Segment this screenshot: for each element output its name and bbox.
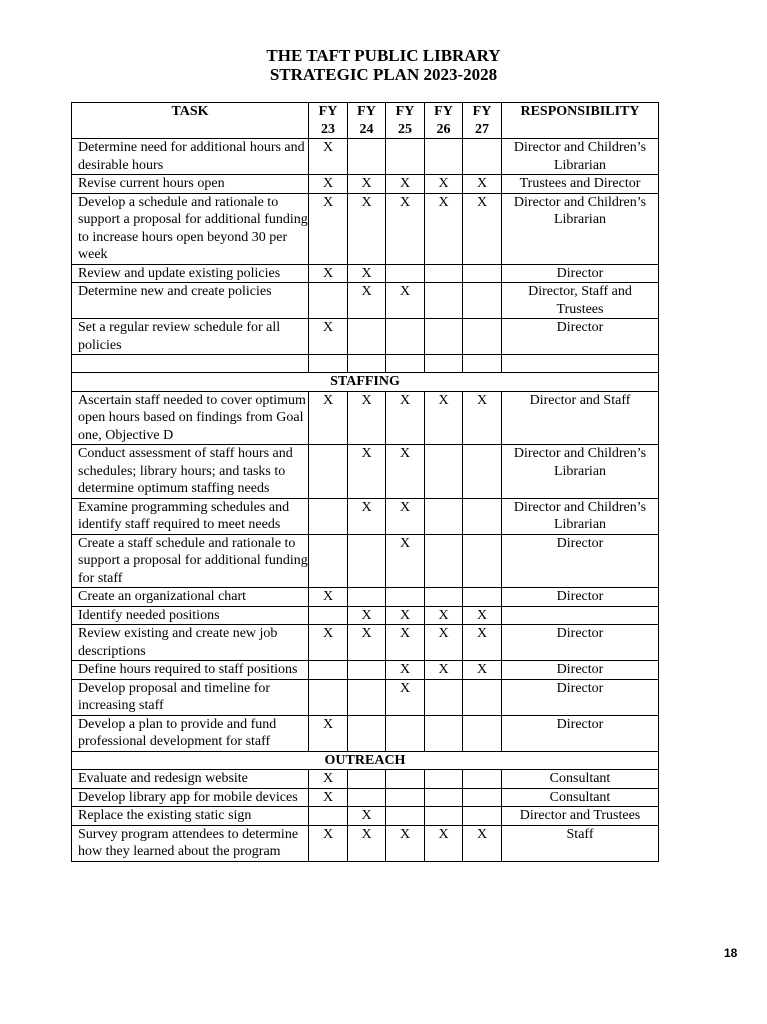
blank-cell (502, 355, 659, 373)
fy-mark-cell: X (386, 534, 425, 588)
fy-mark-cell (386, 770, 425, 789)
table-row (72, 661, 659, 680)
responsibility-cell: Director and Children’s Librarian (502, 139, 659, 175)
fy-mark-cell (348, 770, 386, 789)
fy-mark-cell: X (386, 283, 425, 319)
fy-mark-cell (348, 715, 386, 751)
fy-mark-cell (348, 679, 386, 715)
table-row (72, 498, 659, 534)
fy-mark-cell (386, 588, 425, 607)
responsibility-cell: Staff (502, 825, 659, 861)
fy-mark-cell: X (386, 391, 425, 445)
fy-mark-cell: X (309, 770, 348, 789)
fy-mark-cell: X (463, 175, 502, 194)
fy-mark-cell: X (309, 264, 348, 283)
header-fy25: FY 25 (386, 103, 425, 139)
fy-mark-cell (463, 319, 502, 355)
fy-mark-cell: X (386, 606, 425, 625)
task-cell: Create a staff schedule and rationale to support a proposal for additional funding for staff (72, 534, 309, 588)
fy-mark-cell (425, 139, 463, 175)
task-cell: Identify needed positions (72, 606, 309, 625)
fy-mark-cell (309, 679, 348, 715)
fy-mark-cell: X (348, 498, 386, 534)
task-cell: Survey program attendees to determine how they learned about the program (72, 825, 309, 861)
fy-mark-cell: X (463, 625, 502, 661)
fy-mark-cell: X (348, 807, 386, 826)
table-row (72, 625, 659, 661)
fy-mark-cell: X (309, 825, 348, 861)
fy-mark-cell (425, 319, 463, 355)
fy-mark-cell (463, 264, 502, 283)
fy-mark-cell (463, 498, 502, 534)
fy-mark-cell (386, 788, 425, 807)
title-line-1: THE TAFT PUBLIC LIBRARY (266, 46, 501, 65)
blank-cell (463, 355, 502, 373)
fy-mark-cell (425, 715, 463, 751)
fy-mark-cell: X (425, 391, 463, 445)
task-cell: Define hours required to staff positions (72, 661, 309, 680)
fy-mark-cell (425, 264, 463, 283)
fy-mark-cell (386, 715, 425, 751)
fy-mark-cell: X (309, 788, 348, 807)
task-cell: Develop a plan to provide and fund professional development for staff (72, 715, 309, 751)
responsibility-cell: Director (502, 661, 659, 680)
fy-mark-cell: X (309, 139, 348, 175)
fy-mark-cell: X (309, 715, 348, 751)
fy-mark-cell: X (309, 588, 348, 607)
fy-mark-cell (425, 679, 463, 715)
fy-mark-cell: X (425, 606, 463, 625)
fy-mark-cell: X (348, 391, 386, 445)
table-header-row (72, 103, 659, 139)
table-row (72, 807, 659, 826)
responsibility-cell: Director (502, 625, 659, 661)
table-row (72, 606, 659, 625)
fy-mark-cell (425, 588, 463, 607)
table-row (72, 788, 659, 807)
blank-row (72, 355, 659, 373)
fy-mark-cell (386, 319, 425, 355)
section-header-row (72, 373, 659, 392)
task-cell: Conduct assessment of staff hours and schedules; library hours; and tasks to determine optimum staffing needs (72, 445, 309, 499)
fy-mark-cell: X (309, 175, 348, 194)
task-cell: Ascertain staff needed to cover optimum open hours based on findings from Goal one, Objective D (72, 391, 309, 445)
task-cell: Develop proposal and timeline for increasing staff (72, 679, 309, 715)
header-fy24: FY 24 (348, 103, 386, 139)
fy-mark-cell (425, 807, 463, 826)
fy-mark-cell: X (348, 175, 386, 194)
fy-mark-cell: X (463, 606, 502, 625)
fy-mark-cell: X (463, 661, 502, 680)
header-fy26: FY 26 (425, 103, 463, 139)
fy-mark-cell: X (309, 193, 348, 264)
fy-mark-cell (463, 770, 502, 789)
fy-mark-cell: X (386, 625, 425, 661)
fy-mark-cell (463, 679, 502, 715)
header-responsibility: RESPONSIBILITY (502, 103, 659, 139)
fy-mark-cell (463, 534, 502, 588)
fy-mark-cell (309, 445, 348, 499)
fy-mark-cell: X (425, 825, 463, 861)
responsibility-cell: Trustees and Director (502, 175, 659, 194)
responsibility-cell: Director (502, 534, 659, 588)
fy-mark-cell (463, 715, 502, 751)
fy-mark-cell: X (386, 661, 425, 680)
fy-mark-cell (463, 788, 502, 807)
responsibility-cell: Director and Trustees (502, 807, 659, 826)
fy-mark-cell: X (425, 193, 463, 264)
task-cell: Examine programming schedules and identify staff required to meet needs (72, 498, 309, 534)
fy-mark-cell: X (309, 391, 348, 445)
page-number: 18 (724, 946, 738, 960)
table-row (72, 534, 659, 588)
table-row (72, 715, 659, 751)
fy-mark-cell (463, 807, 502, 826)
fy-mark-cell: X (425, 661, 463, 680)
responsibility-cell: Consultant (502, 788, 659, 807)
table-row (72, 825, 659, 861)
fy-mark-cell: X (463, 825, 502, 861)
table-body (72, 139, 659, 862)
fy-mark-cell: X (348, 625, 386, 661)
fy-mark-cell: X (463, 391, 502, 445)
fy-mark-cell (309, 498, 348, 534)
fy-mark-cell: X (348, 825, 386, 861)
title-line-2: STRATEGIC PLAN 2023-2028 (269, 65, 498, 84)
fy-mark-cell (425, 445, 463, 499)
blank-cell (348, 355, 386, 373)
fy-mark-cell: X (386, 825, 425, 861)
section-title: OUTREACH (72, 751, 659, 770)
responsibility-cell: Director (502, 319, 659, 355)
table-row (72, 139, 659, 175)
fy-mark-cell (463, 283, 502, 319)
responsibility-cell: Director (502, 264, 659, 283)
fy-mark-cell (348, 139, 386, 175)
responsibility-cell: Director (502, 588, 659, 607)
task-cell: Evaluate and redesign website (72, 770, 309, 789)
fy-mark-cell (386, 139, 425, 175)
responsibility-cell: Director and Children’s Librarian (502, 498, 659, 534)
task-cell: Replace the existing static sign (72, 807, 309, 826)
responsibility-cell: Director (502, 715, 659, 751)
fy-mark-cell (386, 264, 425, 283)
fy-mark-cell: X (386, 193, 425, 264)
blank-cell (386, 355, 425, 373)
fy-mark-cell (309, 661, 348, 680)
task-cell: Develop library app for mobile devices (72, 788, 309, 807)
fy-mark-cell (425, 770, 463, 789)
fy-mark-cell (463, 445, 502, 499)
responsibility-cell: Director and Staff (502, 391, 659, 445)
fy-mark-cell (386, 807, 425, 826)
task-cell: Develop a schedule and rationale to support a proposal for additional funding to increase hours open beyond 30 per week (72, 193, 309, 264)
task-cell: Set a regular review schedule for all policies (72, 319, 309, 355)
task-cell: Determine need for additional hours and desirable hours (72, 139, 309, 175)
section-title: STAFFING (72, 373, 659, 392)
table-row (72, 283, 659, 319)
fy-mark-cell: X (425, 175, 463, 194)
fy-mark-cell: X (348, 193, 386, 264)
table-row (72, 175, 659, 194)
table-row (72, 588, 659, 607)
fy-mark-cell: X (386, 679, 425, 715)
fy-mark-cell (425, 283, 463, 319)
responsibility-cell: Director and Children’s Librarian (502, 193, 659, 264)
task-cell: Review and update existing policies (72, 264, 309, 283)
fy-mark-cell: X (348, 264, 386, 283)
fy-mark-cell: X (386, 175, 425, 194)
fy-mark-cell (348, 788, 386, 807)
responsibility-cell: Director and Children’s Librarian (502, 445, 659, 499)
fy-mark-cell (463, 139, 502, 175)
fy-mark-cell (425, 534, 463, 588)
fy-mark-cell: X (309, 319, 348, 355)
task-cell: Revise current hours open (72, 175, 309, 194)
fy-mark-cell: X (386, 498, 425, 534)
fy-mark-cell (309, 534, 348, 588)
fy-mark-cell (425, 498, 463, 534)
fy-mark-cell: X (348, 606, 386, 625)
table-row (72, 264, 659, 283)
fy-mark-cell: X (309, 625, 348, 661)
fy-mark-cell (348, 588, 386, 607)
task-cell: Determine new and create policies (72, 283, 309, 319)
table-row (72, 679, 659, 715)
fy-mark-cell: X (386, 445, 425, 499)
responsibility-cell: Consultant (502, 770, 659, 789)
fy-mark-cell: X (463, 193, 502, 264)
fy-mark-cell: X (348, 283, 386, 319)
fy-mark-cell (309, 283, 348, 319)
header-fy23: FY 23 (309, 103, 348, 139)
responsibility-cell: Director (502, 679, 659, 715)
table-row (72, 319, 659, 355)
task-cell: Review existing and create new job descriptions (72, 625, 309, 661)
responsibility-cell: Director, Staff and Trustees (502, 283, 659, 319)
fy-mark-cell (348, 319, 386, 355)
responsibility-cell (502, 606, 659, 625)
task-cell: Create an organizational chart (72, 588, 309, 607)
blank-cell (309, 355, 348, 373)
fy-mark-cell: X (425, 625, 463, 661)
blank-cell (425, 355, 463, 373)
table-row (72, 391, 659, 445)
document-title (0, 46, 767, 84)
fy-mark-cell (348, 534, 386, 588)
fy-mark-cell (309, 606, 348, 625)
section-header-row (72, 751, 659, 770)
blank-cell (72, 355, 309, 373)
table-row (72, 770, 659, 789)
table-row (72, 193, 659, 264)
header-task: TASK (72, 103, 309, 139)
fy-mark-cell (463, 588, 502, 607)
fy-mark-cell (348, 661, 386, 680)
strategic-plan-table (71, 102, 659, 862)
fy-mark-cell (309, 807, 348, 826)
fy-mark-cell (425, 788, 463, 807)
table-row (72, 445, 659, 499)
header-fy27: FY 27 (463, 103, 502, 139)
fy-mark-cell: X (348, 445, 386, 499)
